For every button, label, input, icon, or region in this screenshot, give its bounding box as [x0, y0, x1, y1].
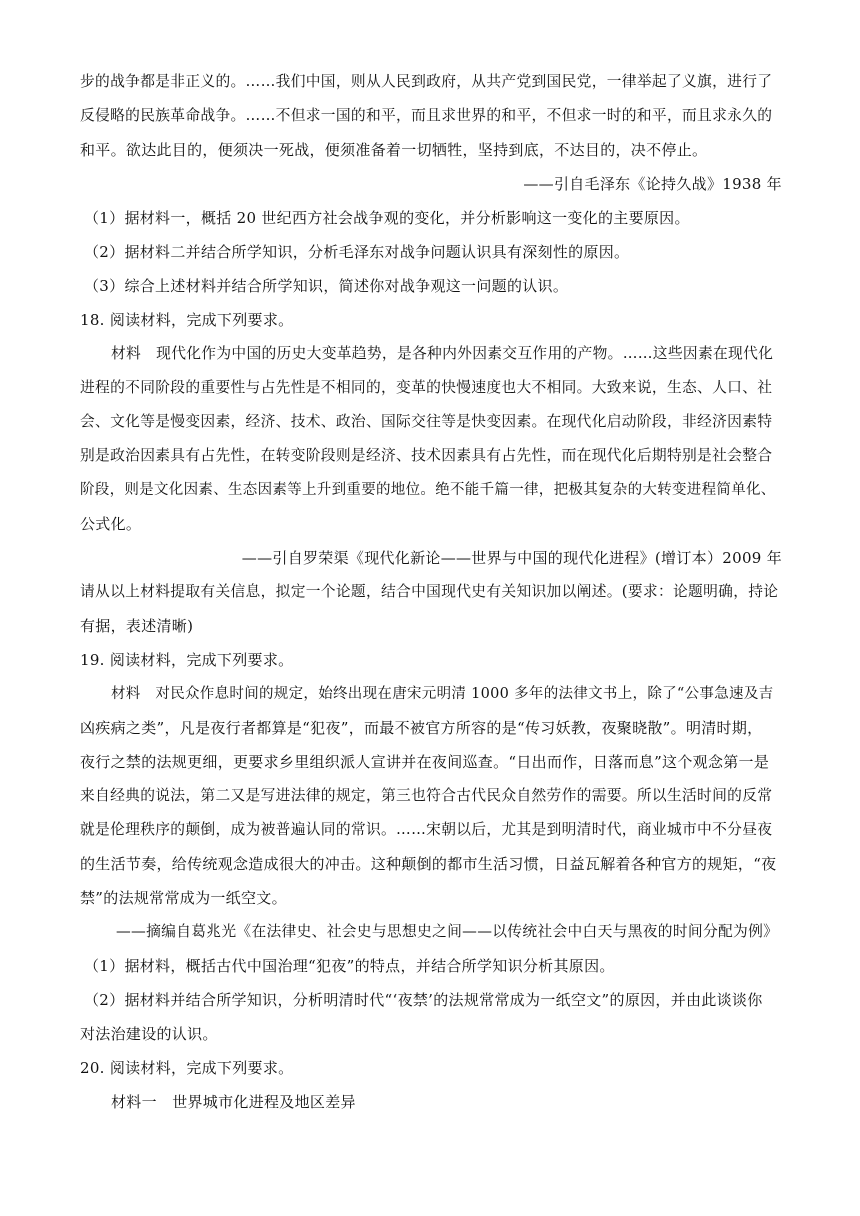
q18-question-line-1: 请从以上材料提取有关信息，拟定一个论题，结合中国现代史有关知识加以阐述。(要求：论题明确，持论: [80, 583, 779, 600]
q17-material2-line-3: 和平。欲达此目的，便须决一死战，便须准备着一切牺牲，坚持到底，不达目的，决不停止。: [80, 141, 708, 159]
q18-question-line-2: 有据，表述清晰): [80, 617, 194, 635]
q18-heading: 18. 阅读材料，完成下列要求。: [80, 311, 294, 329]
q17-material2-line-1: 步的战争都是非正义的。……我们中国，则从人民到政府，从共产党到国民党，一律举起了义旗，进行了: [80, 73, 773, 90]
q19-material-line-1: 材料 对民众作息时间的规定，始终出现在唐宋元明清 1000 多年的法律文书上，除了“公事急速及吉: [111, 686, 774, 702]
q19-material-line-4: 来自经典的说法，第二又是写进法律的规定，第三也符合古代民众自然劳作的需要。所以生活时间的反常: [80, 787, 773, 804]
q18-material-line-1: 材料 现代化作为中国的历史大变革趋势，是各种内外因素交互作用的产物。……这些因素在现代化: [111, 345, 774, 362]
q18-material-line-4: 别是政治因素具有占先性，在转变阶段则是经济、技术因素具有占先性，而在现代化后期特别是社会整合: [80, 447, 773, 464]
q19-citation: ——摘编自葛兆光《在法律史、社会史与思想史之间——以传统社会中白天与黑夜的时间分配为例》: [116, 923, 779, 940]
q18-material-line-2: 进程的不同阶段的重要性与占先性是不相同的，变革的快慢速度也大不相同。大致来说，生态、人口、社: [80, 379, 773, 396]
q17-question-3: （3）综合上述材料并结合所学知识，简述你对战争观这一问题的认识。: [84, 277, 569, 295]
q17-question-2: （2）据材料二并结合所学知识，分析毛泽东对战争问题认识具有深刻性的原因。: [84, 243, 630, 261]
q18-citation: ——引自罗荣渠《现代化新论——世界与中国的现代化进程》(增订本）2009 年: [241, 549, 782, 567]
q19-material-line-5: 就是伦理秩序的颠倒，成为被普遍认同的常识。……宋朝以后，尤其是到明清时代，商业城市中不分昼夜: [80, 821, 773, 838]
q20-heading: 20. 阅读材料，完成下列要求。: [80, 1059, 294, 1077]
q18-material-line-6: 公式化。: [80, 515, 142, 533]
q17-material2-line-2: 反侵略的民族革命战争。……不但求一国的和平，而且求世界的和平，不但求一时的和平，而且求永久的: [80, 107, 773, 124]
q19-heading: 19. 阅读材料，完成下列要求。: [80, 651, 294, 669]
q19-question-line-3: 对法治建设的认识。: [80, 1025, 218, 1043]
q19-material-line-3: 夜行之禁的法规更细，更要求乡里组织派人宣讲并在夜间巡查。“日出而作，日落而息”这个观念第一是: [80, 753, 770, 771]
q19-material-line-7: 禁”的法规常常成为一纸空文。: [80, 889, 287, 907]
q19-question-line-2: （2）据材料并结合所学知识，分析明清时代“‘夜禁’的法规常常成为一纸空文”的原因，并由此谈谈你: [84, 991, 763, 1009]
q17-citation: ——引自毛泽东《论持久战》1938 年: [523, 175, 782, 193]
q20-material1-title: 材料一 世界城市化进程及地区差异: [111, 1093, 356, 1111]
q19-question-line-1: （1）据材料，概括古代中国治理“犯夜”的特点，并结合所学知识分析其原因。: [84, 957, 615, 975]
q18-material-line-5: 阶段，则是文化因素、生态因素等上升到重要的地位。绝不能千篇一律，把极其复杂的大转变进程简单化、: [80, 482, 776, 498]
q19-material-line-2: 凶疾病之类”，凡是夜行者都算是“犯夜”，而最不被官方所容的是“传习妖教，夜聚晓散”。明清时期，: [80, 719, 763, 737]
q19-material-line-6: 的生活节奏，给传统观念造成很大的冲击。这种颠倒的都市生活习惯，日益瓦解着各种官方的规矩，“夜: [80, 855, 777, 873]
q17-question-1: （1）据材料一，概括 20 世纪西方社会战争观的变化，并分析影响这一变化的主要原因。: [84, 209, 690, 227]
q18-material-line-3: 会、文化等是慢变因素，经济、技术、政治、国际交往等是快变因素。在现代化启动阶段，非经济因素特: [80, 413, 773, 430]
